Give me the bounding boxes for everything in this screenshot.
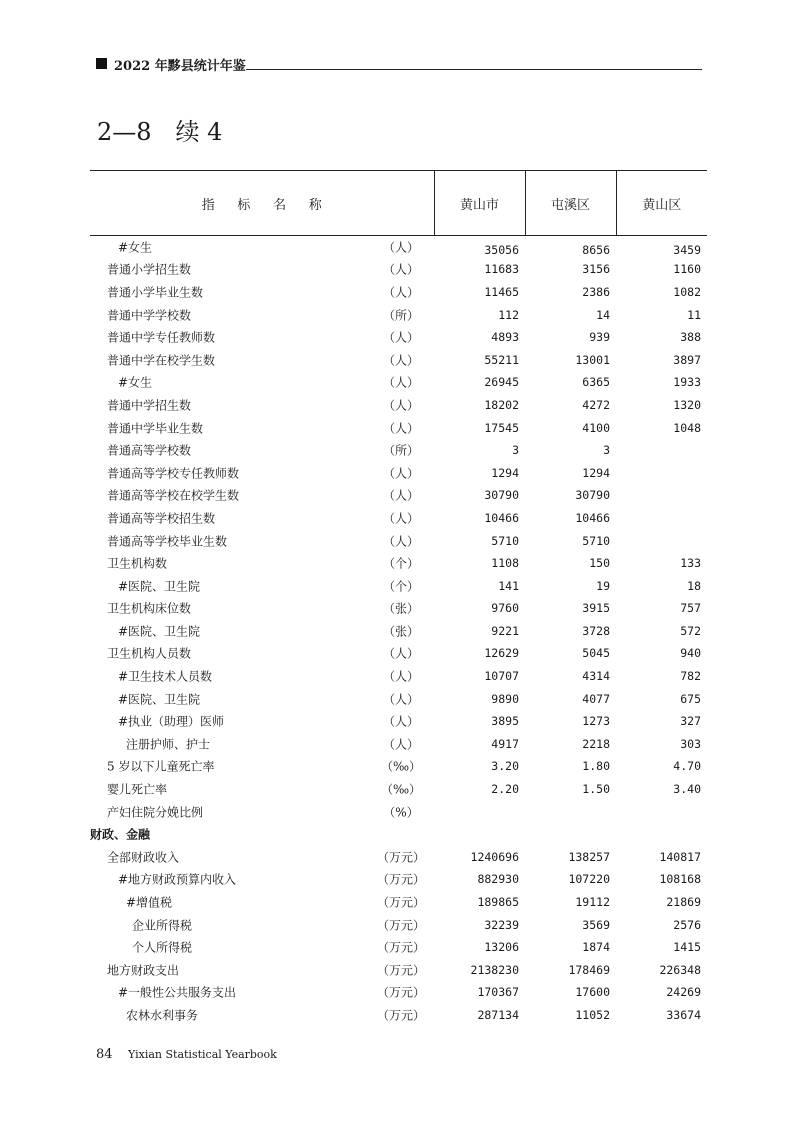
table-row bbox=[90, 913, 707, 936]
indicator-unit: （人） bbox=[382, 714, 419, 729]
table-row bbox=[90, 416, 707, 439]
value-cell: 33674 bbox=[666, 1007, 701, 1022]
value-cell: 18 bbox=[687, 578, 701, 593]
indicator-unit: （人） bbox=[382, 240, 419, 255]
value-cell: 939 bbox=[589, 330, 610, 345]
indicator-unit: （人） bbox=[382, 330, 419, 345]
table-row bbox=[90, 846, 707, 869]
value-cell bbox=[616, 800, 707, 823]
table-row bbox=[90, 439, 707, 462]
indicator-cell bbox=[90, 461, 434, 484]
indicator-cell bbox=[90, 642, 434, 665]
header-name-char: 标 bbox=[237, 197, 251, 213]
page-number: 84 bbox=[96, 1047, 113, 1062]
value-cell: 3915 bbox=[582, 601, 610, 616]
indicator-unit: （万元） bbox=[376, 918, 425, 933]
value-cell: 4893 bbox=[491, 330, 519, 345]
value-cell: 9221 bbox=[491, 623, 519, 638]
value-cell: 21869 bbox=[666, 895, 701, 910]
indicator-cell bbox=[90, 303, 434, 326]
header-column-huangshan-city: 黄山市 bbox=[434, 171, 525, 236]
indicator-label: 普通高等学校数 bbox=[107, 443, 192, 458]
table-row bbox=[90, 529, 707, 552]
indicator-unit: （人） bbox=[382, 737, 419, 752]
indicator-label: 普通中学毕业生数 bbox=[107, 421, 204, 436]
value-cell: 17545 bbox=[484, 420, 519, 435]
indicator-label: 普通高等学校专任教师数 bbox=[107, 466, 240, 481]
indicator-label: 产妇住院分娩比例 bbox=[107, 805, 204, 820]
value-cell: 30790 bbox=[484, 488, 519, 503]
indicator-cell bbox=[90, 800, 434, 823]
value-cell: 1240696 bbox=[470, 849, 519, 864]
indicator-label: #医院、卫生院 bbox=[118, 579, 201, 594]
value-cell: 1.50 bbox=[582, 782, 610, 797]
indicator-label: 全部财政收入 bbox=[107, 850, 180, 865]
value-cell: 5710 bbox=[491, 533, 519, 548]
book-title: Yixian Statistical Yearbook bbox=[128, 1048, 277, 1061]
indicator-cell bbox=[90, 846, 434, 869]
value-cell: 107220 bbox=[568, 872, 610, 887]
value-cell: 3895 bbox=[491, 714, 519, 729]
value-cell bbox=[616, 823, 707, 846]
value-cell: 3 bbox=[512, 443, 519, 458]
indicator-label: 普通小学毕业生数 bbox=[107, 285, 204, 300]
table-row bbox=[90, 484, 707, 507]
table-row bbox=[90, 778, 707, 801]
indicator-cell bbox=[90, 665, 434, 688]
table-row bbox=[90, 236, 707, 259]
indicator-cell bbox=[90, 936, 434, 959]
indicator-label: 地方财政支出 bbox=[107, 963, 180, 978]
value-cell: 10466 bbox=[575, 510, 610, 525]
value-cell: 757 bbox=[680, 601, 701, 616]
indicator-unit: （张） bbox=[382, 601, 419, 616]
value-cell bbox=[525, 800, 616, 823]
value-cell: 140817 bbox=[659, 849, 701, 864]
indicator-unit: （所） bbox=[382, 308, 419, 323]
value-cell: 11465 bbox=[484, 284, 519, 299]
indicator-label: #医院、卫生院 bbox=[118, 692, 201, 707]
value-cell: 327 bbox=[680, 714, 701, 729]
indicator-label: 普通中学招生数 bbox=[107, 398, 192, 413]
value-cell: 138257 bbox=[568, 849, 610, 864]
table-row bbox=[90, 981, 707, 1004]
table-row bbox=[90, 348, 707, 371]
table-row bbox=[90, 891, 707, 914]
value-cell: 35056 bbox=[484, 243, 519, 258]
indicator-label: #女生 bbox=[118, 375, 153, 390]
indicator-unit: （人） bbox=[382, 488, 419, 503]
value-cell: 2386 bbox=[582, 284, 610, 299]
square-bullet-icon bbox=[96, 58, 107, 69]
indicator-label: 注册护师、护士 bbox=[126, 737, 211, 752]
indicator-unit: （万元） bbox=[376, 985, 425, 1000]
value-cell: 17600 bbox=[575, 985, 610, 1000]
indicator-cell bbox=[90, 529, 434, 552]
value-cell bbox=[616, 439, 707, 462]
indicator-unit: （万元） bbox=[376, 940, 425, 955]
header-name-char: 指 bbox=[201, 197, 215, 213]
table-row bbox=[90, 507, 707, 530]
table-row bbox=[90, 1004, 707, 1027]
value-cell: 1273 bbox=[582, 714, 610, 729]
indicator-label: 农林水利事务 bbox=[126, 1008, 199, 1023]
value-cell: 3897 bbox=[673, 352, 701, 367]
value-cell: 32239 bbox=[484, 917, 519, 932]
indicator-cell bbox=[90, 823, 434, 846]
value-cell bbox=[616, 529, 707, 552]
indicator-label: #一般性公共服务支出 bbox=[118, 985, 237, 1000]
indicator-unit: （个） bbox=[382, 579, 419, 594]
table-row bbox=[90, 303, 707, 326]
value-cell: 108168 bbox=[659, 872, 701, 887]
indicator-cell bbox=[90, 439, 434, 462]
indicator-unit: （所） bbox=[382, 443, 419, 458]
table-body bbox=[90, 236, 707, 1027]
indicator-cell bbox=[90, 1004, 434, 1027]
value-cell: 10707 bbox=[484, 669, 519, 684]
indicator-unit: （人） bbox=[382, 692, 419, 707]
header-name-char: 名 bbox=[273, 197, 287, 213]
indicator-unit: （人） bbox=[382, 285, 419, 300]
value-cell: 150 bbox=[589, 556, 610, 571]
indicator-cell bbox=[90, 620, 434, 643]
indicator-cell bbox=[90, 326, 434, 349]
indicator-cell bbox=[90, 710, 434, 733]
indicator-unit: （‰） bbox=[380, 759, 422, 774]
table-row bbox=[90, 552, 707, 575]
value-cell: 226348 bbox=[659, 962, 701, 977]
value-cell: 2138230 bbox=[470, 962, 519, 977]
value-cell: 4100 bbox=[582, 420, 610, 435]
indicator-unit: （人） bbox=[382, 646, 419, 661]
value-cell: 1108 bbox=[491, 556, 519, 571]
table-row bbox=[90, 755, 707, 778]
indicator-cell bbox=[90, 574, 434, 597]
table-row bbox=[90, 733, 707, 756]
indicator-label: 个人所得税 bbox=[132, 940, 193, 955]
value-cell: 882930 bbox=[477, 872, 519, 887]
value-cell: 782 bbox=[680, 669, 701, 684]
indicator-cell bbox=[90, 959, 434, 982]
value-cell: 2.20 bbox=[491, 782, 519, 797]
value-cell: 189865 bbox=[477, 895, 519, 910]
table-row bbox=[90, 959, 707, 982]
indicator-label: #执业（助理）医师 bbox=[118, 714, 225, 729]
indicator-cell bbox=[90, 913, 434, 936]
value-cell: 2218 bbox=[582, 736, 610, 751]
indicator-unit: （人） bbox=[382, 353, 419, 368]
table-row bbox=[90, 642, 707, 665]
running-header bbox=[96, 55, 702, 75]
indicator-unit: （人） bbox=[382, 466, 419, 481]
indicator-unit: （人） bbox=[382, 398, 419, 413]
value-cell: 675 bbox=[680, 691, 701, 706]
indicator-cell bbox=[90, 597, 434, 620]
indicator-cell bbox=[90, 552, 434, 575]
value-cell: 3459 bbox=[673, 243, 701, 258]
value-cell: 19112 bbox=[575, 895, 610, 910]
table-row bbox=[90, 258, 707, 281]
table-row bbox=[90, 597, 707, 620]
indicator-label: 5 岁以下儿童死亡率 bbox=[107, 759, 215, 774]
indicator-label: 婴儿死亡率 bbox=[107, 782, 168, 797]
indicator-label: 普通高等学校招生数 bbox=[107, 511, 216, 526]
value-cell: 3 bbox=[603, 443, 610, 458]
table-row bbox=[90, 574, 707, 597]
indicator-cell bbox=[90, 687, 434, 710]
indicator-unit: （人） bbox=[382, 511, 419, 526]
indicator-unit: （张） bbox=[382, 624, 419, 639]
value-cell bbox=[616, 484, 707, 507]
indicator-label: 普通中学专任教师数 bbox=[107, 330, 216, 345]
indicator-cell bbox=[90, 733, 434, 756]
value-cell: 1.80 bbox=[582, 759, 610, 774]
table-row bbox=[90, 868, 707, 891]
value-cell bbox=[434, 823, 525, 846]
indicator-unit: （万元） bbox=[376, 872, 425, 887]
value-cell: 9760 bbox=[491, 601, 519, 616]
indicator-cell bbox=[90, 394, 434, 417]
indicator-unit: （人） bbox=[382, 534, 419, 549]
value-cell: 3156 bbox=[582, 262, 610, 277]
value-cell: 11 bbox=[687, 307, 701, 322]
header-column-huangshan-district: 黄山区 bbox=[616, 171, 707, 236]
table-row bbox=[90, 665, 707, 688]
indicator-cell bbox=[90, 981, 434, 1004]
value-cell: 1082 bbox=[673, 284, 701, 299]
table-row bbox=[90, 394, 707, 417]
value-cell: 287134 bbox=[477, 1007, 519, 1022]
indicator-unit: （万元） bbox=[376, 1008, 425, 1023]
indicator-label: 卫生机构人员数 bbox=[107, 646, 192, 661]
value-cell: 13001 bbox=[575, 352, 610, 367]
value-cell: 10466 bbox=[484, 510, 519, 525]
value-cell: 24269 bbox=[666, 985, 701, 1000]
indicator-label: 普通中学学校数 bbox=[107, 308, 192, 323]
table-row bbox=[90, 371, 707, 394]
value-cell: 4272 bbox=[582, 397, 610, 412]
value-cell: 4314 bbox=[582, 669, 610, 684]
indicator-unit: （万元） bbox=[376, 850, 425, 865]
indicator-unit: （人） bbox=[382, 669, 419, 684]
table-row bbox=[90, 823, 707, 846]
page-footer bbox=[96, 1047, 277, 1062]
indicator-label: 普通高等学校毕业生数 bbox=[107, 534, 228, 549]
indicator-label: 卫生机构床位数 bbox=[107, 601, 192, 616]
indicator-label: 企业所得税 bbox=[132, 918, 193, 933]
indicator-unit: （人） bbox=[382, 375, 419, 390]
value-cell: 5045 bbox=[582, 646, 610, 661]
value-cell: 30790 bbox=[575, 488, 610, 503]
indicator-cell bbox=[90, 778, 434, 801]
indicator-label: #地方财政预算内收入 bbox=[118, 872, 237, 887]
table-row bbox=[90, 620, 707, 643]
value-cell: 133 bbox=[680, 556, 701, 571]
value-cell: 3.40 bbox=[673, 782, 701, 797]
value-cell bbox=[616, 461, 707, 484]
value-cell: 3.20 bbox=[491, 759, 519, 774]
value-cell: 11683 bbox=[484, 262, 519, 277]
value-cell: 940 bbox=[680, 646, 701, 661]
value-cell: 141 bbox=[498, 578, 519, 593]
indicator-cell bbox=[90, 348, 434, 371]
indicator-unit: （人） bbox=[382, 262, 419, 277]
value-cell: 18202 bbox=[484, 397, 519, 412]
table-row bbox=[90, 710, 707, 733]
table-row bbox=[90, 281, 707, 304]
value-cell bbox=[434, 800, 525, 823]
indicator-cell bbox=[90, 891, 434, 914]
value-cell: 12629 bbox=[484, 646, 519, 661]
value-cell: 303 bbox=[680, 736, 701, 751]
value-cell: 6365 bbox=[582, 375, 610, 390]
value-cell: 55211 bbox=[484, 352, 519, 367]
indicator-cell bbox=[90, 281, 434, 304]
indicator-label: 普通中学在校学生数 bbox=[107, 353, 216, 368]
value-cell: 3728 bbox=[582, 623, 610, 638]
table-title: 2—8 续 4 bbox=[97, 118, 223, 146]
indicator-cell bbox=[90, 868, 434, 891]
indicator-unit: （万元） bbox=[376, 895, 425, 910]
table-row bbox=[90, 800, 707, 823]
value-cell: 1874 bbox=[582, 940, 610, 955]
statistics-table bbox=[90, 170, 707, 1026]
value-cell: 9890 bbox=[491, 691, 519, 706]
value-cell: 4917 bbox=[491, 736, 519, 751]
value-cell: 11052 bbox=[575, 1007, 610, 1022]
indicator-cell bbox=[90, 507, 434, 530]
table-header-row bbox=[90, 171, 707, 236]
value-cell: 4077 bbox=[582, 691, 610, 706]
value-cell: 1048 bbox=[673, 420, 701, 435]
value-cell bbox=[525, 823, 616, 846]
indicator-cell bbox=[90, 258, 434, 281]
indicator-unit: （%） bbox=[383, 805, 419, 820]
value-cell: 1294 bbox=[491, 465, 519, 480]
value-cell: 26945 bbox=[484, 375, 519, 390]
statistics-table-container bbox=[90, 170, 707, 1026]
indicator-label: #医院、卫生院 bbox=[118, 624, 201, 639]
value-cell: 14 bbox=[596, 307, 610, 322]
indicator-unit: （个） bbox=[382, 556, 419, 571]
value-cell bbox=[616, 507, 707, 530]
value-cell: 1160 bbox=[673, 262, 701, 277]
indicator-label: 普通小学招生数 bbox=[107, 262, 192, 277]
indicator-cell bbox=[90, 484, 434, 507]
running-title: 2022 年黟县统计年鉴 bbox=[114, 59, 246, 74]
value-cell: 19 bbox=[596, 578, 610, 593]
value-cell: 8656 bbox=[582, 243, 610, 258]
value-cell: 112 bbox=[498, 307, 519, 322]
value-cell: 4.70 bbox=[673, 759, 701, 774]
indicator-label: #增值税 bbox=[126, 895, 173, 910]
indicator-unit: （人） bbox=[382, 421, 419, 436]
indicator-label: 卫生机构数 bbox=[107, 556, 168, 571]
value-cell: 5710 bbox=[582, 533, 610, 548]
value-cell: 1415 bbox=[673, 940, 701, 955]
table-row bbox=[90, 326, 707, 349]
indicator-label: 财政、金融 bbox=[90, 827, 151, 842]
value-cell: 178469 bbox=[568, 962, 610, 977]
indicator-cell bbox=[90, 371, 434, 394]
value-cell: 3569 bbox=[582, 917, 610, 932]
indicator-label: #女生 bbox=[118, 240, 153, 255]
header-indicator-name bbox=[90, 171, 434, 236]
indicator-cell bbox=[90, 416, 434, 439]
indicator-cell bbox=[90, 236, 434, 259]
value-cell: 572 bbox=[680, 623, 701, 638]
header-rule bbox=[246, 69, 702, 70]
value-cell: 170367 bbox=[477, 985, 519, 1000]
indicator-label: #卫生技术人员数 bbox=[118, 669, 213, 684]
value-cell: 2576 bbox=[673, 917, 701, 932]
value-cell: 1320 bbox=[673, 397, 701, 412]
value-cell: 1294 bbox=[582, 465, 610, 480]
header-name-char: 称 bbox=[308, 197, 322, 213]
value-cell: 388 bbox=[680, 330, 701, 345]
value-cell: 1933 bbox=[673, 375, 701, 390]
indicator-label: 普通高等学校在校学生数 bbox=[107, 488, 240, 503]
value-cell: 13206 bbox=[484, 940, 519, 955]
table-row bbox=[90, 461, 707, 484]
indicator-cell bbox=[90, 755, 434, 778]
indicator-unit: （万元） bbox=[376, 963, 425, 978]
table-row bbox=[90, 687, 707, 710]
header-column-tunxi-district: 屯溪区 bbox=[525, 171, 616, 236]
indicator-unit: （‰） bbox=[380, 782, 422, 797]
table-row bbox=[90, 936, 707, 959]
